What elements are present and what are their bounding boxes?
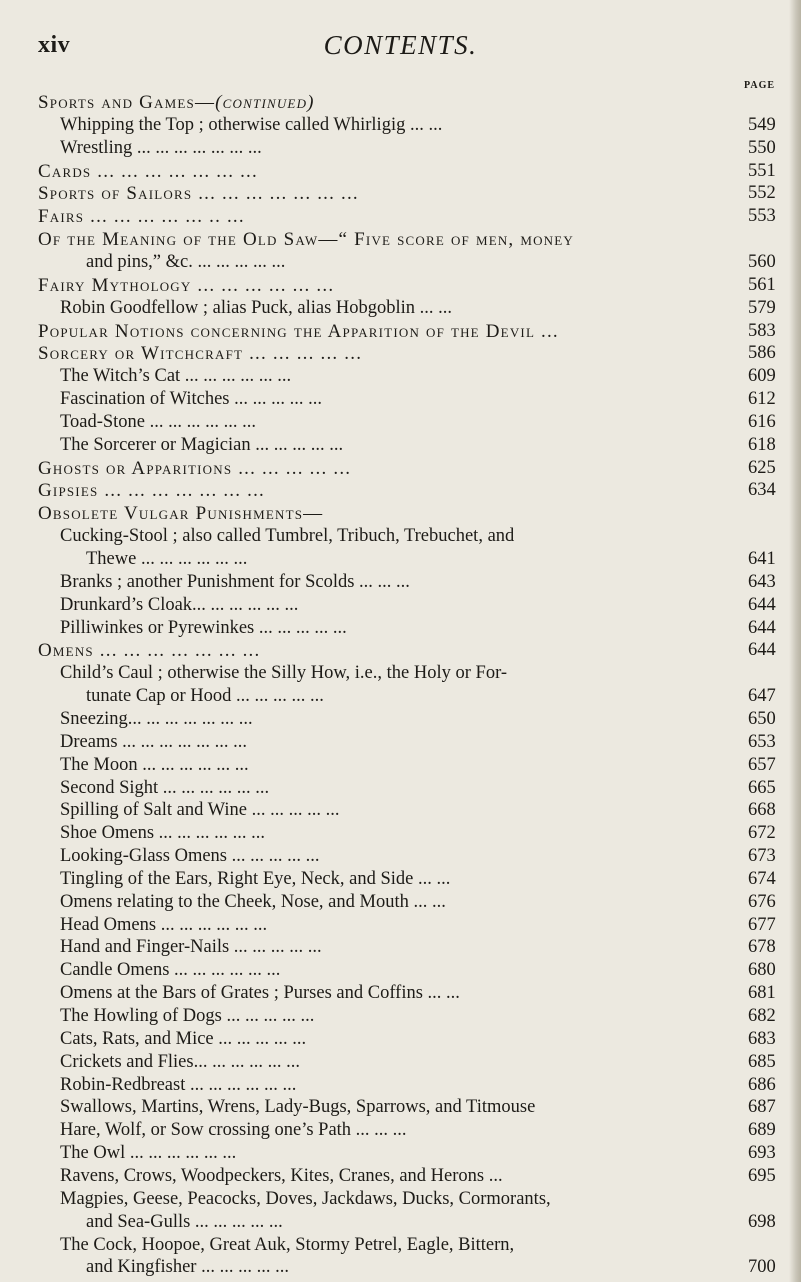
toc-entry-title: Omens at the Bars of Grates ; Purses and Coffins ... ... — [60, 983, 460, 1004]
toc-entry — [0, 868, 801, 891]
toc-entry — [0, 708, 801, 731]
toc-page-number: 673 — [748, 846, 776, 867]
toc-page-number: 643 — [748, 571, 776, 592]
toc-section-entry — [0, 274, 801, 297]
toc-page-number: 676 — [748, 891, 776, 912]
toc-entry — [0, 1028, 801, 1051]
toc-entry-title: Ravens, Crows, Woodpeckers, Kites, Cranes, and Herons ... — [60, 1165, 503, 1186]
toc-entry-title: Hare, Wolf, or Sow crossing one’s Path ... ... ... — [60, 1120, 407, 1141]
toc-entry — [0, 822, 801, 845]
toc-entry-title: Gipsies ... ... ... ... ... ... ... — [38, 480, 266, 502]
toc-section-entry — [0, 320, 801, 343]
toc-entry — [0, 434, 801, 457]
toc-page-number: 549 — [748, 114, 776, 135]
toc-entry — [0, 114, 801, 137]
toc-entry — [0, 914, 801, 937]
toc-entry-title: Hand and Finger-Nails ... ... ... ... ... — [60, 937, 322, 958]
toc-entry-title: Fairy Mythology ... ... ... ... ... ... — [38, 274, 335, 296]
toc-entry — [0, 1051, 801, 1074]
toc-section-entry — [0, 91, 801, 114]
toc-entry — [0, 411, 801, 434]
toc-page-number: 650 — [748, 708, 776, 729]
toc-page-number: 680 — [748, 960, 776, 981]
toc-entry — [0, 1005, 801, 1028]
toc-page-number: 672 — [748, 823, 776, 844]
toc-entry-title: Omens relating to the Cheek, Nose, and Mouth ... ... — [60, 891, 446, 912]
toc-entry-title: Fairs ... ... ... ... ... .. ... — [38, 206, 245, 228]
toc-section-entry — [0, 228, 801, 251]
toc-entry — [0, 137, 801, 160]
toc-page-number: 586 — [748, 343, 776, 364]
toc-entry-title: Sports of Sailors ... ... ... ... ... ... ... — [38, 183, 359, 205]
toc-page-number: 653 — [748, 731, 776, 752]
toc-entry-title: and pins,” &c. ... ... ... ... ... — [86, 251, 286, 272]
toc-entry-title: The Howling of Dogs ... ... ... ... ... — [60, 1006, 315, 1026]
toc-page-number: 682 — [748, 1006, 776, 1026]
toc-entry-title: Tingling of the Ears, Right Eye, Neck, and Side ... ... — [60, 868, 451, 889]
toc-entry-title: Thewe ... ... ... ... ... ... — [86, 549, 248, 569]
toc-entry-title: Robin-Redbreast ... ... ... ... ... ... — [60, 1074, 297, 1095]
toc-entry-title: Branks ; another Punishment for Scolds ... ... ... — [60, 571, 410, 592]
toc-entry-title: The Sorcerer or Magician ... ... ... ... ... — [60, 434, 344, 455]
toc-entry — [0, 1119, 801, 1142]
toc-entry-title: Robin Goodfellow ; alias Puck, alias Hobgoblin ... ... — [60, 297, 453, 318]
toc-page-number: 625 — [748, 457, 776, 478]
toc-entry-title: tunate Cap or Hood ... ... ... ... ... — [86, 686, 324, 707]
toc-page-number: 644 — [748, 594, 776, 615]
toc-entry-title: The Owl ... ... ... ... ... ... — [60, 1143, 237, 1164]
toc-page-number: 677 — [748, 914, 776, 935]
toc-section-entry — [0, 182, 801, 205]
toc-entry — [0, 1211, 801, 1234]
toc-section-entry — [0, 457, 801, 480]
toc-section-entry — [0, 160, 801, 183]
toc-page-number: 668 — [748, 800, 776, 821]
toc-entry — [0, 1142, 801, 1165]
toc-entry — [0, 617, 801, 640]
toc-page-number: 686 — [748, 1074, 776, 1095]
toc-page-number: 644 — [748, 640, 776, 661]
running-title: CONTENTS. — [323, 30, 478, 60]
toc-entry-title: Sports and Games—(continued) — [38, 92, 315, 113]
toc-entry-title: Ghosts or Apparitions ... ... ... ... ... — [38, 457, 352, 479]
toc-page-number: 609 — [748, 366, 776, 387]
toc-entry — [0, 297, 801, 320]
toc-entry — [0, 251, 801, 274]
toc-page-number: 641 — [748, 549, 776, 569]
toc-entry — [0, 982, 801, 1005]
toc-page-number: 700 — [748, 1257, 776, 1278]
toc-page-number: 579 — [748, 297, 776, 318]
toc-entry-title: Shoe Omens ... ... ... ... ... ... — [60, 823, 266, 844]
toc-entry — [0, 891, 801, 914]
toc-entry-title: Cards ... ... ... ... ... ... ... — [38, 160, 258, 182]
toc-page-number: 634 — [748, 480, 776, 501]
toc-entry — [0, 777, 801, 800]
toc-entry-title: Candle Omens ... ... ... ... ... ... — [60, 960, 281, 981]
toc-page-number: 560 — [748, 251, 776, 272]
toc-section-entry — [0, 205, 801, 228]
toc-entry-title: Cucking-Stool ; also called Tumbrel, Tribuch, Trebuchet, and — [60, 526, 515, 547]
toc-entry — [0, 845, 801, 868]
toc-entry-title: Head Omens ... ... ... ... ... ... — [60, 914, 268, 935]
toc-entry — [0, 525, 801, 548]
toc-entry-title: Swallows, Martins, Wrens, Lady-Bugs, Sparrows, and Titmouse — [60, 1097, 536, 1118]
toc-page-number: 698 — [748, 1211, 776, 1232]
toc-entry-title: Toad-Stone ... ... ... ... ... ... — [60, 411, 257, 432]
toc-page-number: 561 — [748, 274, 776, 295]
toc-entry-title: The Witch’s Cat ... ... ... ... ... ... — [60, 366, 292, 387]
toc-entry — [0, 1188, 801, 1211]
toc-entry — [0, 1096, 801, 1119]
toc-entry — [0, 662, 801, 685]
page-folio: xiv — [38, 32, 71, 58]
toc-entry-title: Of the Meaning of the Old Saw—“ Five score of men, money — [38, 229, 574, 251]
toc-page-number: 657 — [748, 754, 776, 775]
toc-entry — [0, 799, 801, 822]
toc-continued-note: (continued) — [215, 92, 315, 113]
toc-entry-title: Cats, Rats, and Mice ... ... ... ... ... — [60, 1028, 307, 1049]
toc-entry-title: Looking-Glass Omens ... ... ... ... ... — [60, 846, 320, 867]
toc-entry — [0, 548, 801, 571]
toc-entry-title: Crickets and Flies... ... ... ... ... ... — [60, 1051, 300, 1072]
toc-page-number: 552 — [748, 183, 776, 204]
toc-entry-title: Sorcery or Witchcraft ... ... ... ... ... — [38, 343, 363, 365]
toc-entry — [0, 365, 801, 388]
toc-page-number: 583 — [748, 320, 776, 341]
toc-entry-title: Drunkard’s Cloak... ... ... ... ... ... — [60, 594, 299, 615]
toc-entry-title: The Moon ... ... ... ... ... ... — [60, 754, 249, 775]
toc-section-entry — [0, 639, 801, 662]
toc-page-number: 665 — [748, 777, 776, 798]
toc-page-number: 553 — [748, 206, 776, 227]
toc-section-entry — [0, 342, 801, 365]
toc-entry-title: Omens ... ... ... ... ... ... ... — [38, 640, 261, 662]
toc-section-entry — [0, 502, 801, 525]
toc-entry — [0, 685, 801, 708]
toc-entry — [0, 1256, 801, 1279]
toc-page-number: 685 — [748, 1051, 776, 1072]
page-column-label: PAGE — [744, 80, 776, 91]
toc-entry — [0, 1165, 801, 1188]
toc-entry-title: Sneezing... ... ... ... ... ... ... — [60, 708, 253, 729]
toc-page-number: 674 — [748, 868, 776, 889]
toc-page-number: 551 — [748, 160, 776, 181]
toc-page-number: 616 — [748, 411, 776, 432]
toc-page-number: 618 — [748, 434, 776, 455]
toc-entry-title: Pilliwinkes or Pyrewinkes ... ... ... ... ... — [60, 617, 347, 638]
toc-entry — [0, 959, 801, 982]
toc-entry — [0, 571, 801, 594]
toc-entry-title: Popular Notions concerning the Apparition of the Devil ... — [38, 320, 559, 342]
toc-page-number: 644 — [748, 617, 776, 638]
toc-entry-title: Fascination of Witches ... ... ... ... ... — [60, 389, 322, 410]
toc-page-number: 687 — [748, 1097, 776, 1118]
toc-entry — [0, 936, 801, 959]
toc-entry — [0, 754, 801, 777]
toc-entry — [0, 1074, 801, 1097]
toc-page-number: 678 — [748, 937, 776, 958]
toc-entry-title: and Kingfisher ... ... ... ... ... — [86, 1257, 289, 1278]
toc-page-number: 695 — [748, 1165, 776, 1186]
toc-entry-title: The Cock, Hoopoe, Great Auk, Stormy Petrel, Eagle, Bittern, — [60, 1234, 515, 1255]
toc-section-entry — [0, 479, 801, 502]
toc-entry-title: Second Sight ... ... ... ... ... ... — [60, 777, 270, 798]
toc-entry — [0, 388, 801, 411]
toc-page-number: 683 — [748, 1028, 776, 1049]
toc-entry — [0, 594, 801, 617]
toc-page-number: 647 — [748, 686, 776, 707]
toc-page-number: 550 — [748, 137, 776, 158]
toc-entry — [0, 731, 801, 754]
toc-entry-title: Child’s Caul ; otherwise the Silly How, i.e., the Holy or For- — [60, 663, 508, 684]
toc-page-number: 612 — [748, 389, 776, 410]
toc-entry-title: Wrestling ... ... ... ... ... ... ... — [60, 137, 262, 158]
toc-entry-title: Dreams ... ... ... ... ... ... ... — [60, 731, 248, 752]
toc-page-number: 681 — [748, 983, 776, 1004]
toc-entry-title: Whipping the Top ; otherwise called Whirligig ... ... — [60, 114, 443, 135]
toc-page-number: 693 — [748, 1143, 776, 1164]
toc-entry-title: Spilling of Salt and Wine ... ... ... ... ... — [60, 800, 340, 821]
toc-entry-title: Magpies, Geese, Peacocks, Doves, Jackdaws, Ducks, Cormorants, — [60, 1188, 551, 1209]
toc-entry-title: and Sea-Gulls ... ... ... ... ... — [86, 1211, 283, 1232]
toc-entry-title: Obsolete Vulgar Punishments— — [38, 503, 324, 525]
toc-page-number: 689 — [748, 1120, 776, 1141]
toc-entry — [0, 1234, 801, 1257]
